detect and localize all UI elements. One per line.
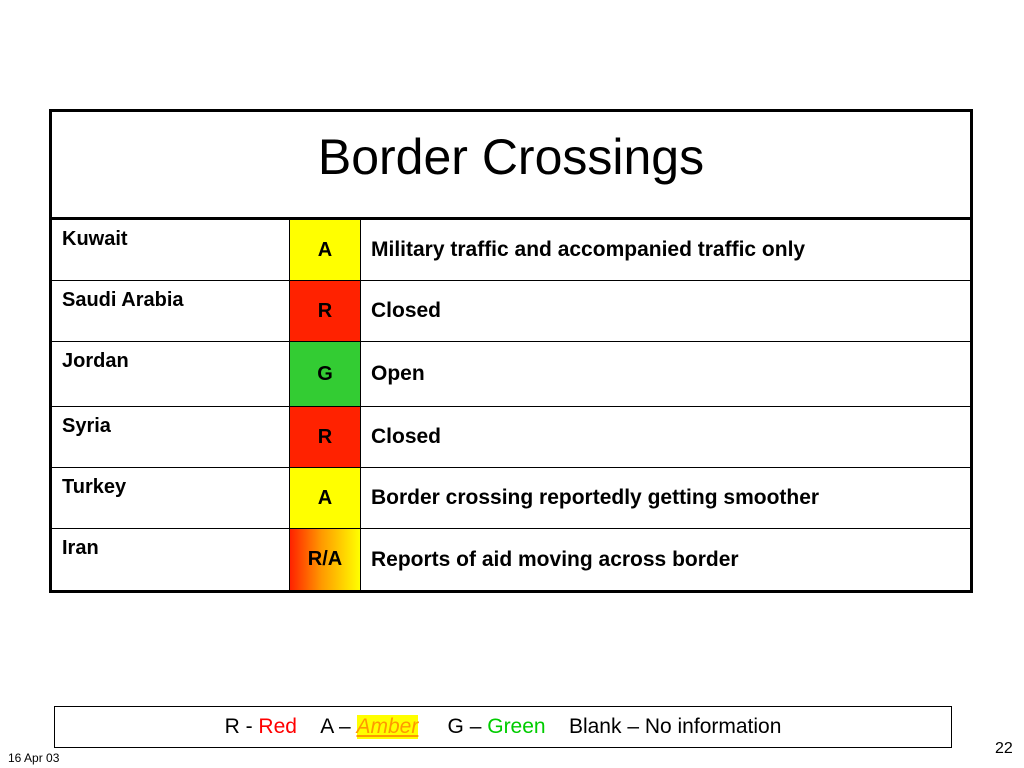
- legend-red-prefix: R -: [224, 715, 259, 738]
- country-name: Kuwait: [62, 228, 128, 250]
- status-description: Reports of aid moving across border: [371, 547, 739, 571]
- country-name: Syria: [62, 415, 111, 437]
- footer-date: 16 Apr 03: [8, 751, 60, 765]
- table-row: [52, 342, 970, 407]
- status-description: Border crossing reportedly getting smoother: [371, 486, 820, 509]
- status-description: Military traffic and accompanied traffic only: [371, 238, 806, 261]
- legend-green-word: Green: [487, 715, 546, 738]
- status-cell: [289, 407, 361, 467]
- status-cell: [289, 529, 361, 590]
- status-cell: [289, 342, 361, 406]
- status-cell: [289, 281, 361, 341]
- table-row: [52, 468, 970, 529]
- status-cell: [289, 468, 361, 528]
- status-code: R/A: [307, 548, 343, 570]
- legend-green-prefix: G –: [447, 715, 488, 738]
- legend-red-word: Red: [258, 715, 297, 738]
- table-title: Border Crossings: [52, 112, 970, 220]
- status-code: R: [317, 425, 333, 448]
- status-cell: [289, 220, 361, 280]
- table-row: [52, 220, 970, 281]
- status-code: A: [317, 238, 333, 261]
- status-code: R: [317, 299, 333, 322]
- legend-blank-text: Blank – No information: [568, 715, 782, 738]
- status-code: G: [317, 362, 333, 385]
- country-name: Saudi Arabia: [62, 289, 184, 311]
- status-description: Closed: [371, 425, 442, 448]
- table-row: [52, 529, 970, 590]
- table-row: [52, 407, 970, 468]
- status-description: Open: [371, 362, 425, 385]
- status-code: A: [317, 486, 333, 509]
- legend-amber-prefix: A –: [320, 715, 357, 738]
- country-name: Jordan: [62, 350, 129, 372]
- country-name: Iran: [62, 537, 99, 559]
- status-description: Closed: [371, 299, 442, 322]
- country-name: Turkey: [62, 476, 127, 498]
- border-crossings-table: [49, 109, 973, 593]
- legend-box: [54, 706, 952, 748]
- page-number: 22: [995, 740, 1013, 757]
- legend-amber-word: Amber: [356, 715, 419, 738]
- table-row: [52, 281, 970, 342]
